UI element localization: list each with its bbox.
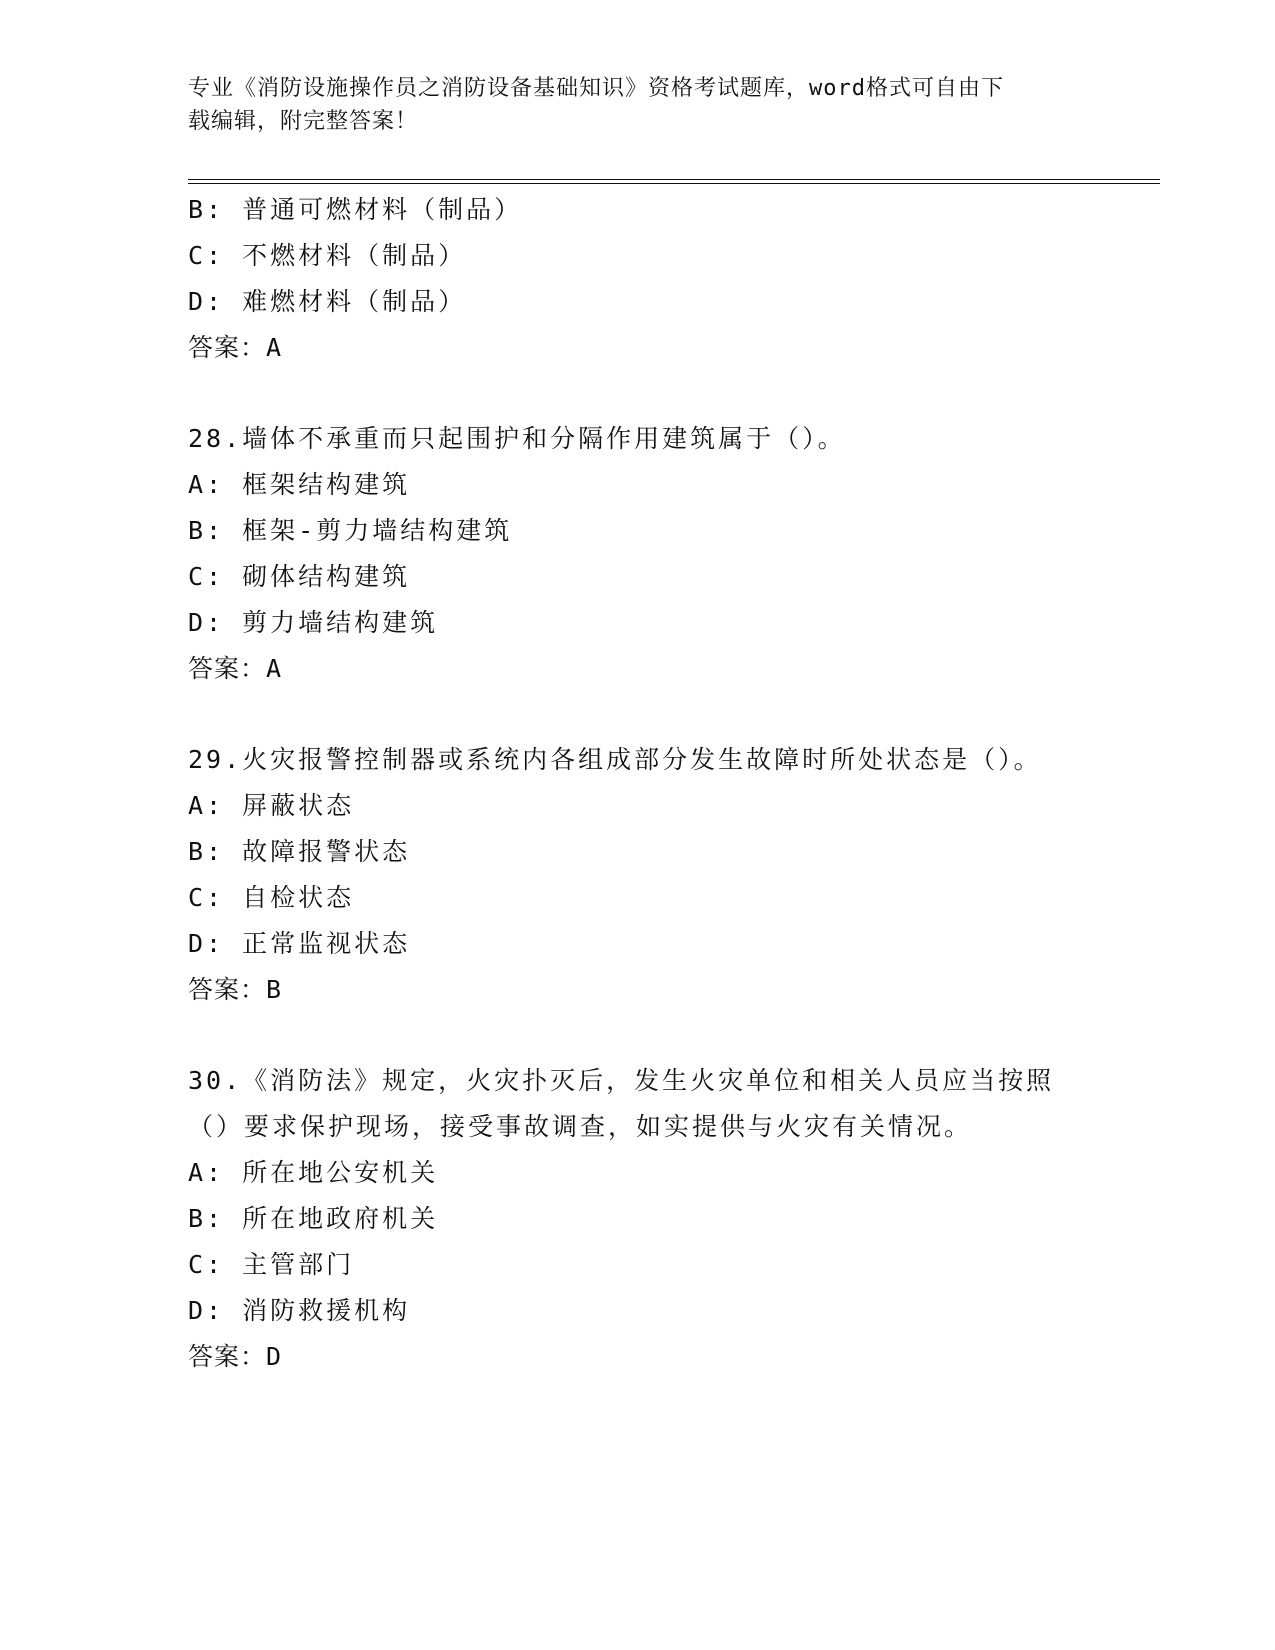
option-b: B: 所在地政府机关 <box>188 1204 439 1233</box>
header-divider-top <box>188 179 1160 180</box>
option-c: C: 不燃材料（制品） <box>188 241 467 270</box>
question-text: 29.火灾报警控制器或系统内各组成部分发生故障时所处状态是（）。 <box>188 745 1042 774</box>
option-d: D: 消防救援机构 <box>188 1296 411 1325</box>
option-c: C: 自检状态 <box>188 883 355 912</box>
option-b: B: 故障报警状态 <box>188 837 411 866</box>
option-a: A: 所在地公安机关 <box>188 1158 439 1187</box>
question-28 <box>188 416 1088 692</box>
answer: 答案：A <box>188 654 283 683</box>
spacer <box>188 1013 1088 1058</box>
question-text-line-1: 30.《消防法》规定，火灾扑灭后，发生火灾单位和相关人员应当按照 <box>188 1066 1055 1095</box>
option-b: B: 框架-剪力墙结构建筑 <box>188 516 513 545</box>
spacer <box>188 371 1088 416</box>
question-29 <box>188 737 1088 1013</box>
option-d: D: 正常监视状态 <box>188 929 411 958</box>
header-divider-bottom <box>188 183 1160 184</box>
question-text-line-2: （）要求保护现场，接受事故调查，如实提供与火灾有关情况。 <box>188 1112 973 1141</box>
question-list <box>188 187 1088 1380</box>
option-d: D: 难燃材料（制品） <box>188 287 467 316</box>
header-line-1: 专业《消防设施操作员之消防设备基础知识》资格考试题库，word格式可自由下 <box>188 76 1004 101</box>
option-b: B: 普通可燃材料（制品） <box>188 195 523 224</box>
option-a: A: 框架结构建筑 <box>188 470 411 499</box>
answer: 答案：D <box>188 1342 283 1371</box>
option-a: A: 屏蔽状态 <box>188 791 355 820</box>
header-line-2: 载编辑，附完整答案！ <box>188 109 419 134</box>
option-d: D: 剪力墙结构建筑 <box>188 608 439 637</box>
spacer <box>188 692 1088 737</box>
document-header <box>188 72 1088 138</box>
question-27 <box>188 187 1088 371</box>
option-c: C: 砌体结构建筑 <box>188 562 411 591</box>
answer: 答案：B <box>188 975 283 1004</box>
option-c: C: 主管部门 <box>188 1250 355 1279</box>
answer: 答案：A <box>188 333 283 362</box>
question-text: 28.墙体不承重而只起围护和分隔作用建筑属于（）。 <box>188 424 846 453</box>
question-30 <box>188 1058 1088 1380</box>
